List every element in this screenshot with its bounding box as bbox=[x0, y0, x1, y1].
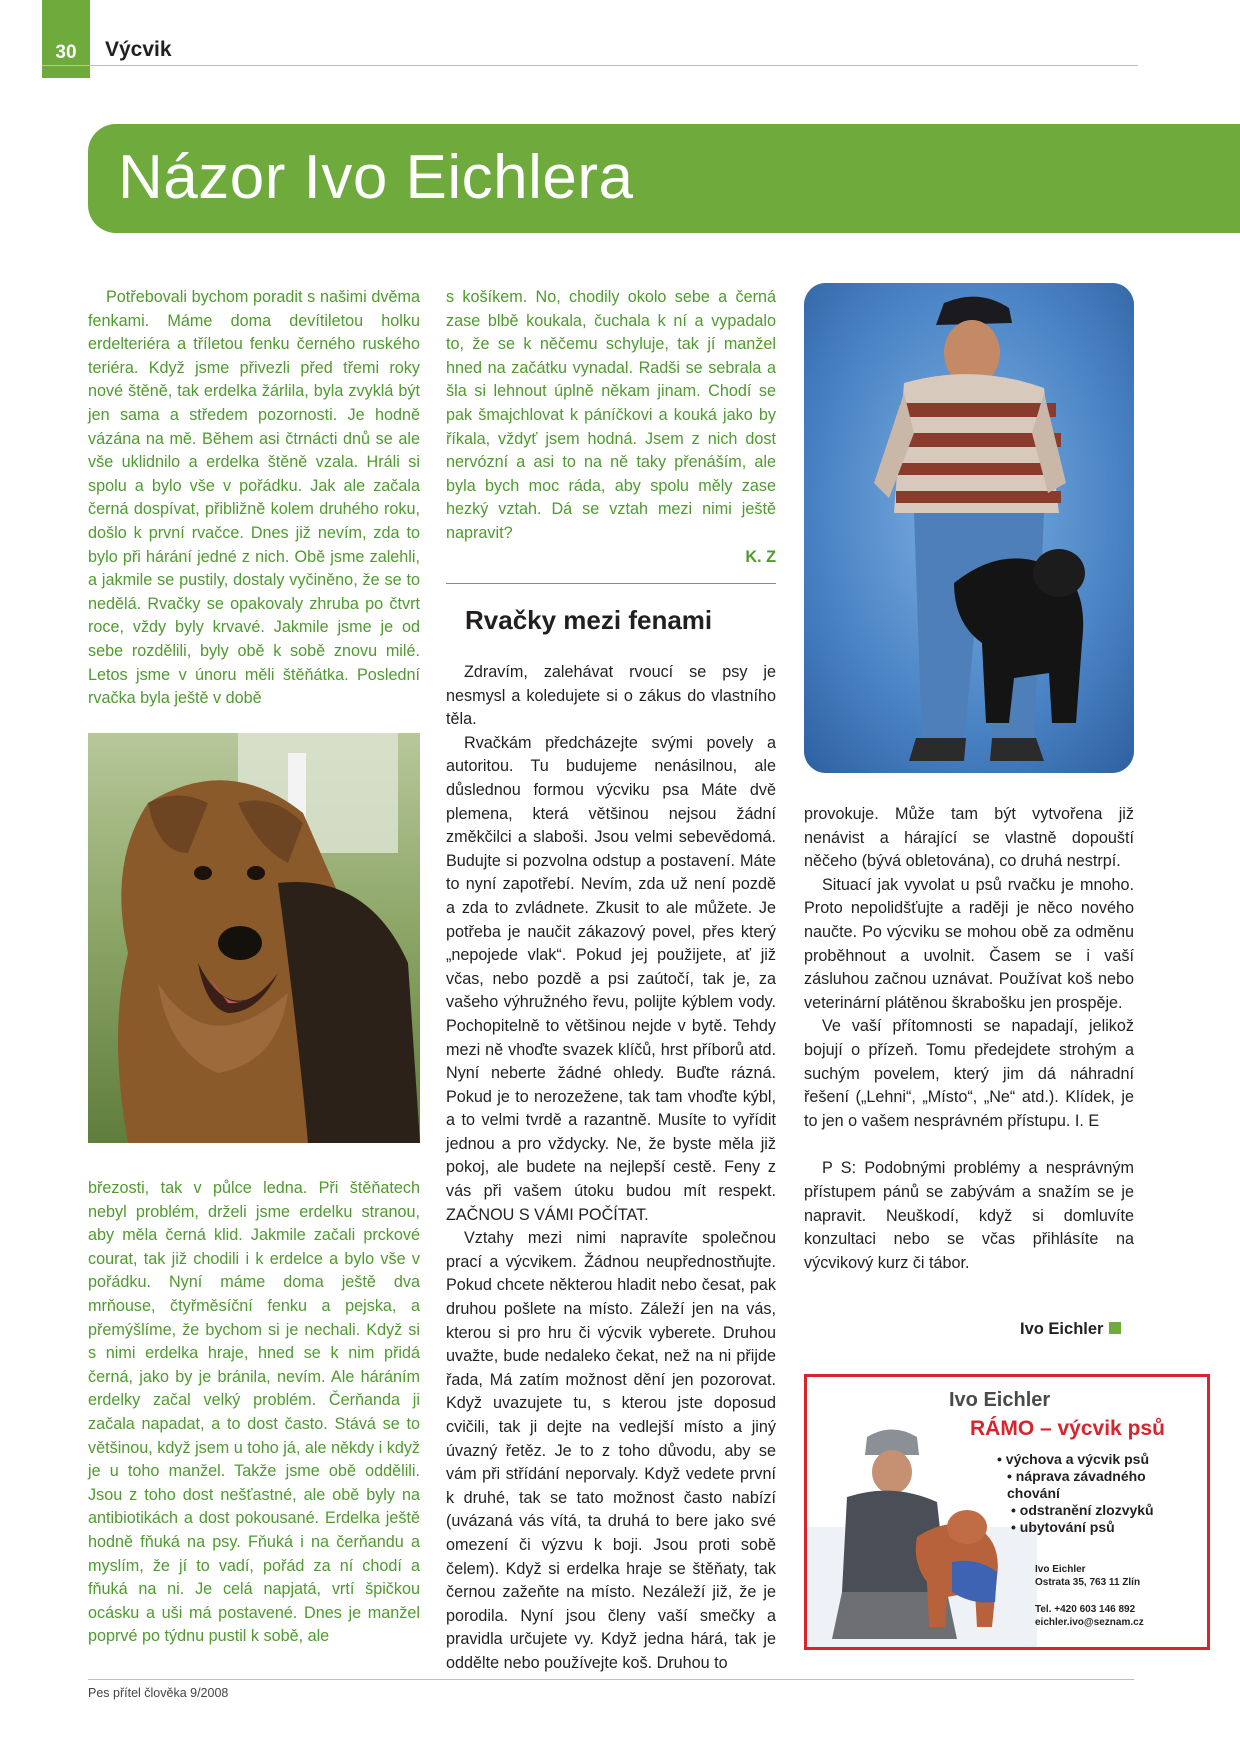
footer-publication: Pes přítel člověka 9/2008 bbox=[88, 1686, 229, 1700]
ad-email: eichler.ivo@seznam.cz bbox=[1035, 1617, 1144, 1628]
ad-address: Ostrata 35, 763 11 Zlín bbox=[1035, 1577, 1141, 1588]
reply-heading: Rvačky mezi fenami bbox=[465, 605, 713, 635]
training-advertisement bbox=[804, 1374, 1210, 1650]
ad-services-list bbox=[997, 1451, 1177, 1536]
reply-paragraph-5: Situací jak vyvolat u psů rvačku je mnoho. Proto nepolidšťujte a raději je něco nového naučte. Po výcviku se mohou obě za odměnu proběhnout a uvolnit. Časem se i vaší zásluhou začnou uznávat. Používat koš nebo veterinární plátěnou škrabošku jen prospěje. bbox=[804, 875, 1134, 1012]
article-title: Názor Ivo Eichlera bbox=[118, 143, 634, 212]
ad-trainer-name: Ivo Eichler bbox=[949, 1389, 1051, 1411]
page-number-tab bbox=[42, 0, 90, 78]
airedale-illustration bbox=[88, 733, 420, 1143]
postscript: P S: Podobnými problémy a nesprávným přístupem pánů se zabývám a snažím se je napravit. Neuškodí, když si domluvíte konzultaci nebo se včas přihlásíte na výcvikový kurz či tábor. bbox=[804, 1159, 1134, 1272]
header-divider bbox=[42, 65, 1138, 66]
reply-paragraph-6: Ve vaší přítomnosti se napadají, jelikož bojují o přízeň. Tomu předejdete strohým a suchým povelem, který jim dá náhradní řešení („Lehni“, „Místo“, „Ne“ atd.). Klídek, je to jen o vašem nesprávném přístupu. I. E bbox=[804, 1017, 1134, 1130]
airedale-terrier-photo bbox=[88, 733, 420, 1143]
letter-paragraph-1: Potřebovali bychom poradit s našimi dvěma fenkami. Máme doma devítiletou holku erdelteriéra a tříletou fenku černého ruského teriéra. Když jsme přivezli před třemi roky nové štěně, tak erdelka žárlila, byla zvyklá být jen sama a středem pozornosti. Je hodně vázána na mě. Během asi čtrnácti dnů se ale vše uklidnilo a erdelka štěně vzala. Hráli si spolu a bylo vše v pořádku. Jak ale začala černá dospívat, přibližně kolem druhého roku, došlo k první rvačce. Dnes již nevím, zda to bylo při hárání jedné z nich. Obě jsme zalehli, a jakmile se pustily, dostaly vyčiněno, že se to nedělá. Rvačky se opakovaly zhruba po čtvrt roce, vždy byly krvavé. Jakmile jsme je od sebe rozdělili, byly obě k sobě znovu milé. Letos jsme v únoru měli štěňátka. Poslední rvačka byla ještě v době bbox=[88, 288, 420, 708]
author-with-black-terrier-photo bbox=[804, 283, 1134, 773]
ad-service-item: • odstranění zlozvyků bbox=[1011, 1502, 1177, 1519]
ad-phone: Tel. +420 603 146 892 bbox=[1035, 1604, 1136, 1615]
section-label: Výcvik bbox=[105, 38, 172, 61]
letter-column-1 bbox=[88, 286, 420, 711]
reply-paragraph-3: Vztahy mezi nimi napravíte společnou prací a výcvikem. Žádnou neupřednostňujte. Pokud chcete některou hladit nebo česat, pak druhou pošlete na místo. Záleží jen na vás, kterou si pro hru či výcvik vyberete. Druhou uvažte, bude nedaleko čekat, než na ni přijde řada, Má zatím možnost dění jen pozorovat. Když uvazujete tu, s kterou jste doposud cvičili, tak ji dejte na vedlejší místo a jiný úvazný řetěz. Je to z toho důvodu, aby se vám při střídání neporvaly. Když vedete první k druhé, tak se tato možnost často nabízí (uvázaná vás vítá, ta druhá to bere jako své omezení či výzvu k boji. Jsou proti sobě čelem). Když si erdelka hraje se štěňaty, tak černou zažeňte na místo. Nezáleží již, že je porodila. Nyní jsou členy vaší smečky a pravidla určujete vy. Když jedna hárá, tak je oddělte nebo používejte koš. Druhou to bbox=[446, 1229, 776, 1672]
page-number: 30 bbox=[55, 42, 77, 63]
ad-address-block bbox=[1035, 1563, 1140, 1589]
reply-paragraph-4: provokuje. Může tam být vytvořena již nenávist a hárající se vlastně dopouští něčeho (bývá obletována), co druhá nestrpí. bbox=[804, 805, 1134, 871]
letter-column-2 bbox=[446, 286, 776, 569]
ad-service-item: • ubytování psů bbox=[1011, 1519, 1177, 1536]
ad-contact-name: Ivo Eichler bbox=[1035, 1564, 1086, 1575]
end-square-icon bbox=[1109, 1322, 1121, 1334]
ad-title: RÁMO – výcvik psů bbox=[970, 1417, 1165, 1440]
author-name: Ivo Eichler bbox=[1020, 1320, 1104, 1338]
ad-service-item: • náprava závadného chování bbox=[1007, 1468, 1177, 1502]
article-author bbox=[1020, 1320, 1121, 1339]
letter-initials: K. Z bbox=[745, 547, 776, 566]
letter-paragraph-2: březosti, tak v půlce ledna. Při štěňatech nebyl problém, drželi jsme erdelku stranou, aby měla černá klid. Jakmile začali prckové courat, tak již chodili i k erdelce a bylo vše v pořádku. Nyní máme doma ještě dva mrňouse, čtyřměsíční fenku a pejska, a přemýšlíme, že bychom si je nechali. Když si s nimi erdelka hraje, hned se k nim přidá černá, jako by je bránila, nevím. Ale háráním erdelky začal velký problém. Čerňanda ji začala napadat, a to dost často. Stává se to většinou, když jsem u toho já, ale někdy i když je u toho manžel. Takže jsme obě oddělili. Jsou z toho dost nešťastné, ale obě byly na antibiotikách a dost pokousané. Erdelka ještě hodně fňuká na psy. Fňuká i na čerňandu a myslím, že jí to vadí, pořád za ní chodí a fňuká na ni. Je celá napjatá, vrtí špičkou ocásku a uši má postavené. Dnes je manžel poprvé po týdnu pustil k sobě, ale bbox=[88, 1179, 421, 1646]
reply-column-3 bbox=[804, 803, 1134, 1275]
letter-paragraph-3: s košíkem. No, chodily okolo sebe a černá zase blbě koukala, čuchala k ní a vypadalo to, že se k něčemu schyluje, tak jí manžel hned na začátku vynadal. Radši se sebrala a šla si lehnout úplně někam jinam. Chodí se pak šmajchlovat k páníčkovi a kouká jako by říkala, vždyť jsem hodná. Jsem z nich dost nervózní a asi to na ně taky přenáším, ale byla bych moc ráda, aby spolu měly zase hezký vztah. Dá se vztah mezi nimi ještě napravit? bbox=[446, 288, 776, 542]
footer-divider bbox=[88, 1679, 1134, 1680]
title-band bbox=[88, 124, 1240, 233]
author-illustration bbox=[804, 283, 1134, 773]
ad-service-item: • výchova a výcvik psů bbox=[997, 1451, 1177, 1468]
letter-column-1-continued bbox=[88, 1177, 420, 1649]
letter-reply-divider bbox=[446, 583, 776, 584]
reply-paragraph-2: Rvačkám předcházejte svými povely a autoritou. Tu budujeme nenásilnou, ale důslednou formou výcviku psa Máte dvě plemena, která většinou nejsou žádní změkčilci a slaboši. Jsou velmi sebevědomá. Budujte si pozvolna odstup a postavení. Máte to nyní zapotřebí. Nevím, zda už není pozdě a zda to zvládnete. Zkusit to ale můžete. Je potřeba je naučit zákazový povel, přes který „nepojede vlak“. Pokud jej použijete, ať již včas, nebo pozdě a psi zaútočí, tak je, za vašeho výhružného řevu, polijte kýblem vody. Pochopitelně to většinou nejde v bytě. Tehdy mezi ně vhoďte svazek klíčů, hrst příborů atd. Nyní neberte žádné ohledy. Buďte rázná. Pokud je to nerozežene, tak tam vhoďte kýbl, a to velmi tvrdě a razantně. Musíte to vyřídit jednou a pro vždycky. Ne, že byste měla již pokoj, ale budete na nejlepší cestě. Feny z vás při vašem útoku budou mít respekt. ZAČNOU S VÁMI POČÍTAT. bbox=[446, 733, 776, 1224]
reply-paragraph-1: Zdravím, zalehávat rvoucí se psy je nesmysl a koledujete si o zákus do vlastního těla. bbox=[446, 663, 776, 729]
reply-column-2 bbox=[446, 661, 776, 1676]
ad-contact-block bbox=[1035, 1603, 1144, 1629]
